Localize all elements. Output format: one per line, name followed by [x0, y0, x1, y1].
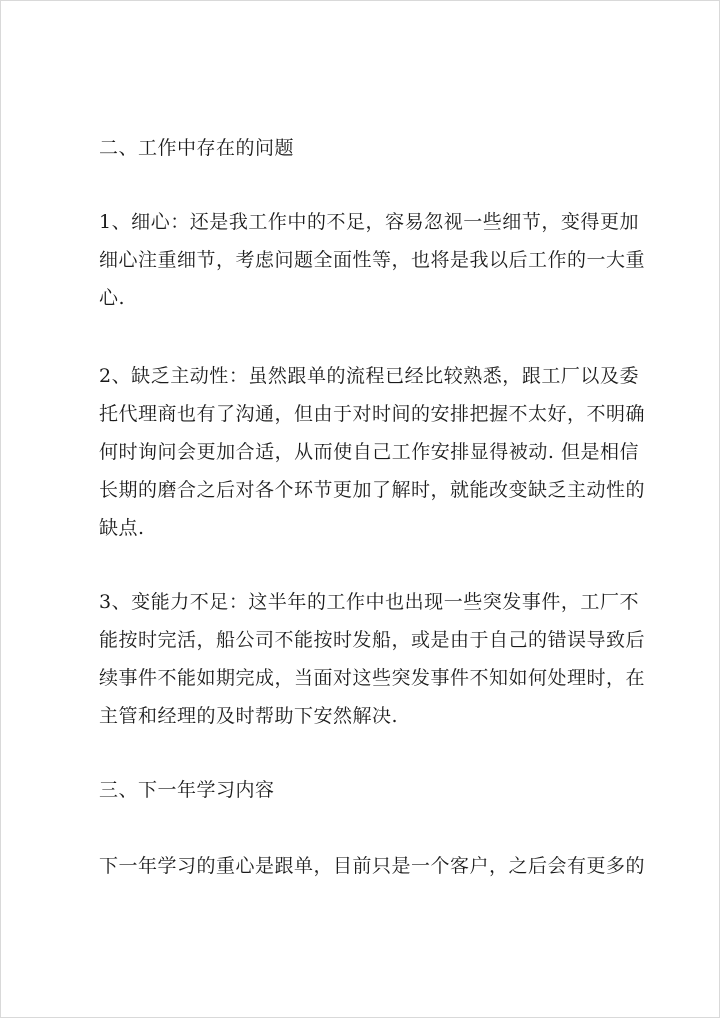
item-1-line-1: 1、细心：还是我工作中的不足，容易忽视一些细节，变得更加: [99, 211, 639, 233]
item-1-line-3: 心.: [99, 287, 126, 309]
item-3-line-3: 续事件不能如期完成，当面对这些突发事件不知如何处理时，在: [99, 667, 646, 689]
item-2-line-3: 何时询问会更加合适，从而使自己工作安排显得被动. 但是相信: [99, 441, 639, 463]
item-3-line-2: 能按时完活，船公司不能按时发船，或是由于自己的错误导致后: [99, 629, 646, 651]
item-2-line-5: 缺点.: [99, 517, 145, 539]
item-1-line-2: 细心注重细节，考虑问题全面性等，也将是我以后工作的一大重: [99, 249, 646, 271]
item-3-line-1: 3、变能力不足：这半年的工作中也出现一些突发事件，工厂不: [99, 591, 639, 613]
item-2-line-1: 2、缺乏主动性：虽然跟单的流程已经比较熟悉，跟工厂以及委: [99, 365, 639, 387]
section-heading-next-year: 三、下一年学习内容: [99, 779, 275, 801]
item-2-line-4: 长期的磨合之后对各个环节更加了解时，就能改变缺乏主动性的: [99, 479, 646, 501]
next-year-paragraph-line-1: 下一年学习的重心是跟单，目前只是一个客户，之后会有更多的: [99, 855, 646, 877]
section-heading-problems: 二、工作中存在的问题: [99, 137, 295, 159]
item-3-line-4: 主管和经理的及时帮助下安然解决.: [99, 705, 399, 727]
item-2-line-2: 托代理商也有了沟通，但由于对时间的安排把握不太好，不明确: [99, 403, 646, 425]
